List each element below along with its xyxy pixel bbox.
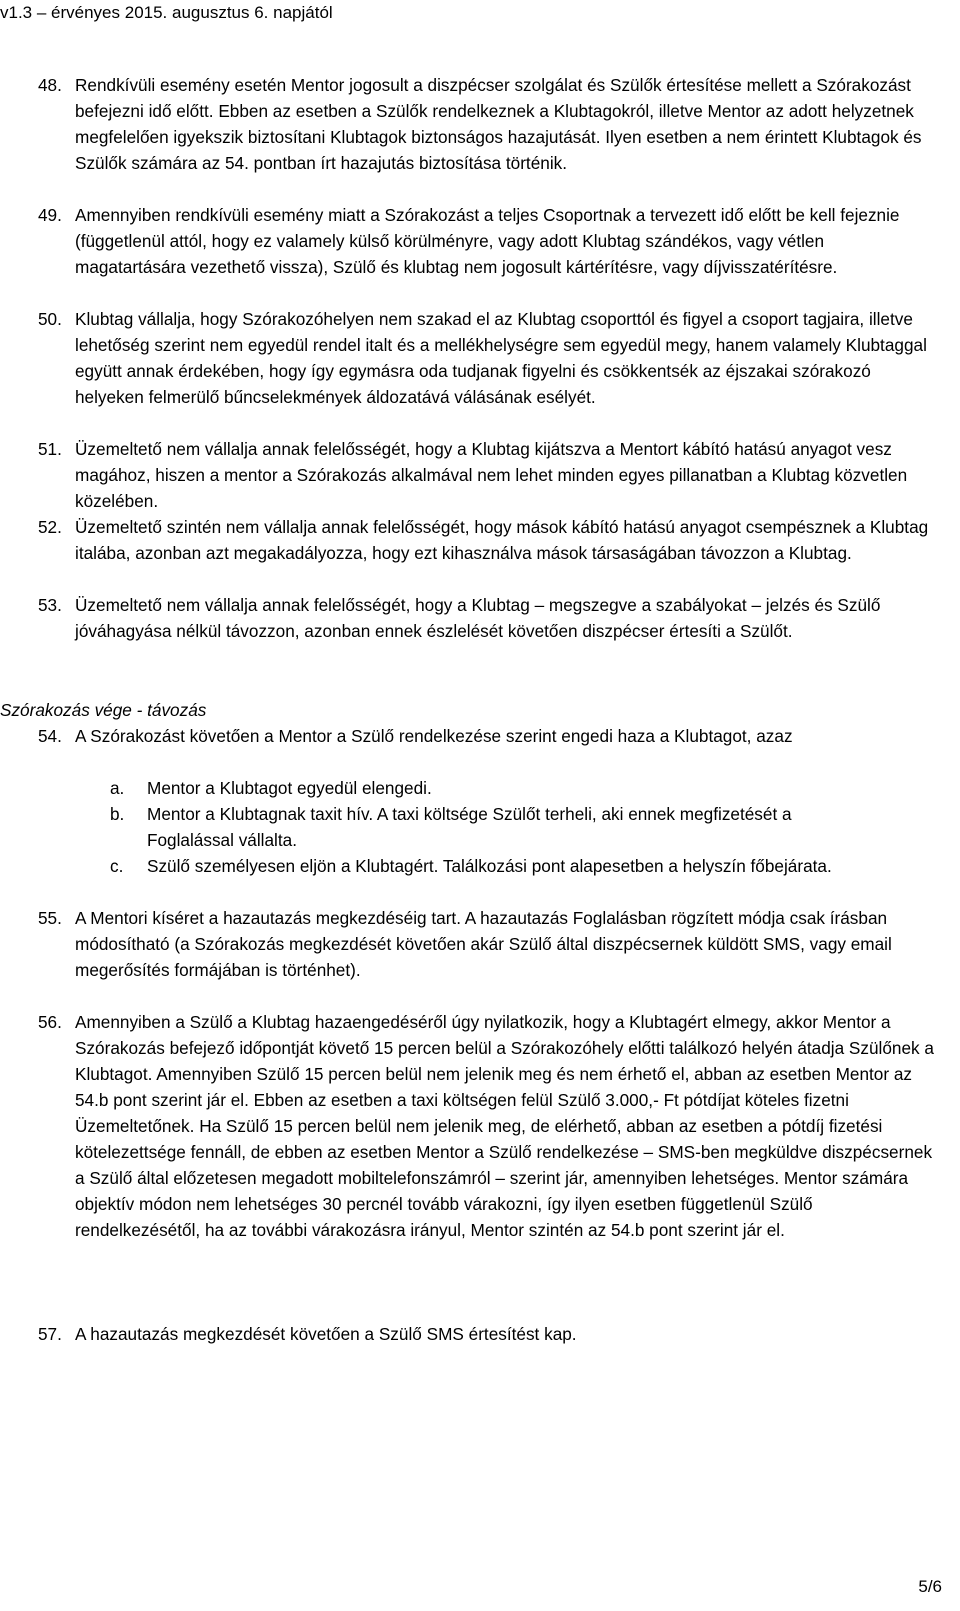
list-item-50: [38, 306, 938, 410]
item-number: 51.: [38, 439, 62, 459]
sub-item-c: [110, 853, 870, 879]
list-item-56: [38, 1009, 938, 1243]
page-number: 5/6: [918, 1577, 942, 1596]
list-item-53: [38, 592, 938, 644]
list-item-51: [38, 436, 938, 514]
item-number: 50.: [38, 309, 62, 329]
list-item-49: [38, 202, 938, 280]
section-heading: Szórakozás vége - távozás: [0, 700, 207, 720]
item-text: Rendkívüli esemény esetén Mentor jogosult a diszpécser szolgálat és Szülők értesítése mellett a Szórakozást befejezni idő előtt. Ebben az esetben a Szülők rendelkeznek a Klubtagokról, illetve Mentor az adott helyzetnek megfelelően igyekszik biztosítani Klubtagok biztonságos hazajutását. Ilyen esetben a nem érintett Klubtagok és Szülők számára az 54. pontban írt hazajutás biztosítása történik.: [75, 75, 922, 173]
list-item-55: [38, 905, 938, 983]
sub-item-text: Mentor a Klubtagot egyedül elengedi.: [147, 778, 432, 798]
sub-item-b: [110, 801, 870, 853]
sub-item-text: Mentor a Klubtagnak taxit hív. A taxi költsége Szülőt terheli, aki ennek megfizetését a Foglalással vállalta.: [147, 804, 792, 850]
list-item-52: [38, 514, 938, 566]
item-number: 52.: [38, 517, 62, 537]
item-number: 54.: [38, 726, 62, 746]
item-text: A Szórakozást követően a Mentor a Szülő rendelkezése szerint engedi haza a Klubtagot, azaz: [75, 726, 793, 746]
item-text: Üzemeltető nem vállalja annak felelősségét, hogy a Klubtag – megszegve a szabályokat – jelzés és Szülő jóváhagyása nélkül távozzon, azonban ennek észlelését követően diszpécser értesíti a Szülőt.: [75, 595, 881, 641]
item-number: 57.: [38, 1324, 62, 1344]
item-text: Klubtag vállalja, hogy Szórakozóhelyen nem szakad el az Klubtag csoporttól és figyel a csoport tagjaira, illetve lehetőség szerint nem egyedül rendel italt és a mellékhelységre sem egyedül megy, hanem valamely Klubtaggal együtt annak érdekében, hogy így egymásra oda tudjanak figyelni és csökkentsék az éjszakai szórakozó helyeken felmerülő bűncselekmények áldozatává válásának esélyét.: [75, 309, 927, 407]
sub-item-a: [110, 775, 870, 801]
list-item-57: [38, 1321, 938, 1347]
item-number: 48.: [38, 75, 62, 95]
item-number: 56.: [38, 1012, 62, 1032]
item-text: Amennyiben a Szülő a Klubtag hazaengedéséről úgy nyilatkozik, hogy a Klubtagért elmegy, akkor Mentor a Szórakozás befejező időpontját követő 15 percen belül a Szórakozóhely előtti találkozó helyén átadja Szülőnek a Klubtagot. Amennyiben Szülő 15 percen belül nem jelenik meg és nem érhető el, abban az esetben Mentor az 54.b pont szerint jár el. Ebben az esetben a taxi költségen felül Szülő 3.000,- Ft pótdíjat köteles fizetni Üzemeltetőnek. Ha Szülő 15 percen belül nem jelenik meg, de elérhető, abban az esetben a pótdíj fizetési kötelezettsége fennáll, de ebben az esetben Mentor a Szülő rendelkezése – SMS-ben megküldve diszpécsernek a Szülő által előzetesen megadott mobiltelefonszámról – szerint jár, amennyiben lehetséges. Mentor számára objektív módon nem lehetséges 30 percnél tovább várakozni, így ilyen esetben függetlenül Szülő rendelkezésétől, ha az további várakozásra irányul, Mentor szintén az 54.b pont szerint jár el.: [75, 1012, 934, 1240]
sub-item-label: c.: [110, 856, 124, 876]
sub-item-text: Szülő személyesen eljön a Klubtagért. Találkozási pont alapesetben a helyszín főbejárata.: [147, 856, 832, 876]
sub-item-label: b.: [110, 804, 125, 824]
list-item-54: [38, 723, 938, 749]
list-item-48: [38, 72, 938, 176]
item-text: Üzemeltető szintén nem vállalja annak felelősségét, hogy mások kábító hatású anyagot csempésznek a Klubtag italába, azonban azt megakadályozza, hogy ezt kihasználva mások társaságában távozzon a Klubtag.: [75, 517, 929, 563]
item-text: A hazautazás megkezdését követően a Szülő SMS értesítést kap.: [75, 1324, 577, 1344]
item-text: Amennyiben rendkívüli esemény miatt a Szórakozást a teljes Csoportnak a tervezett idő előtt be kell fejeznie (függetlenül attól, hogy ez valamely külső körülményre, vagy adott Klubtag szándékos, vagy vétlen magatartására vezethető vissza), Szülő és klubtag nem jogosult kártérítésre, vagy díjvisszatérítésre.: [75, 205, 900, 277]
item-number: 49.: [38, 205, 62, 225]
document-version-header: v1.3 – érvényes 2015. augusztus 6. napjától: [0, 3, 333, 22]
item-number: 55.: [38, 908, 62, 928]
item-number: 53.: [38, 595, 62, 615]
sub-item-label: a.: [110, 778, 125, 798]
item-text: A Mentori kíséret a hazautazás megkezdéséig tart. A hazautazás Foglalásban rögzített módja csak írásban módosítható (a Szórakozás megkezdését követően akár Szülő által diszpécsernek küldött SMS, vagy email megerősítés formájában is történhet).: [75, 908, 892, 980]
item-text: Üzemeltető nem vállalja annak felelősségét, hogy a Klubtag kijátszva a Mentort kábító hatású anyagot vesz magához, hiszen a mentor a Szórakozás alkalmával nem lehet minden egyes pillanatban a Klubtag közvetlen közelében.: [75, 439, 908, 511]
